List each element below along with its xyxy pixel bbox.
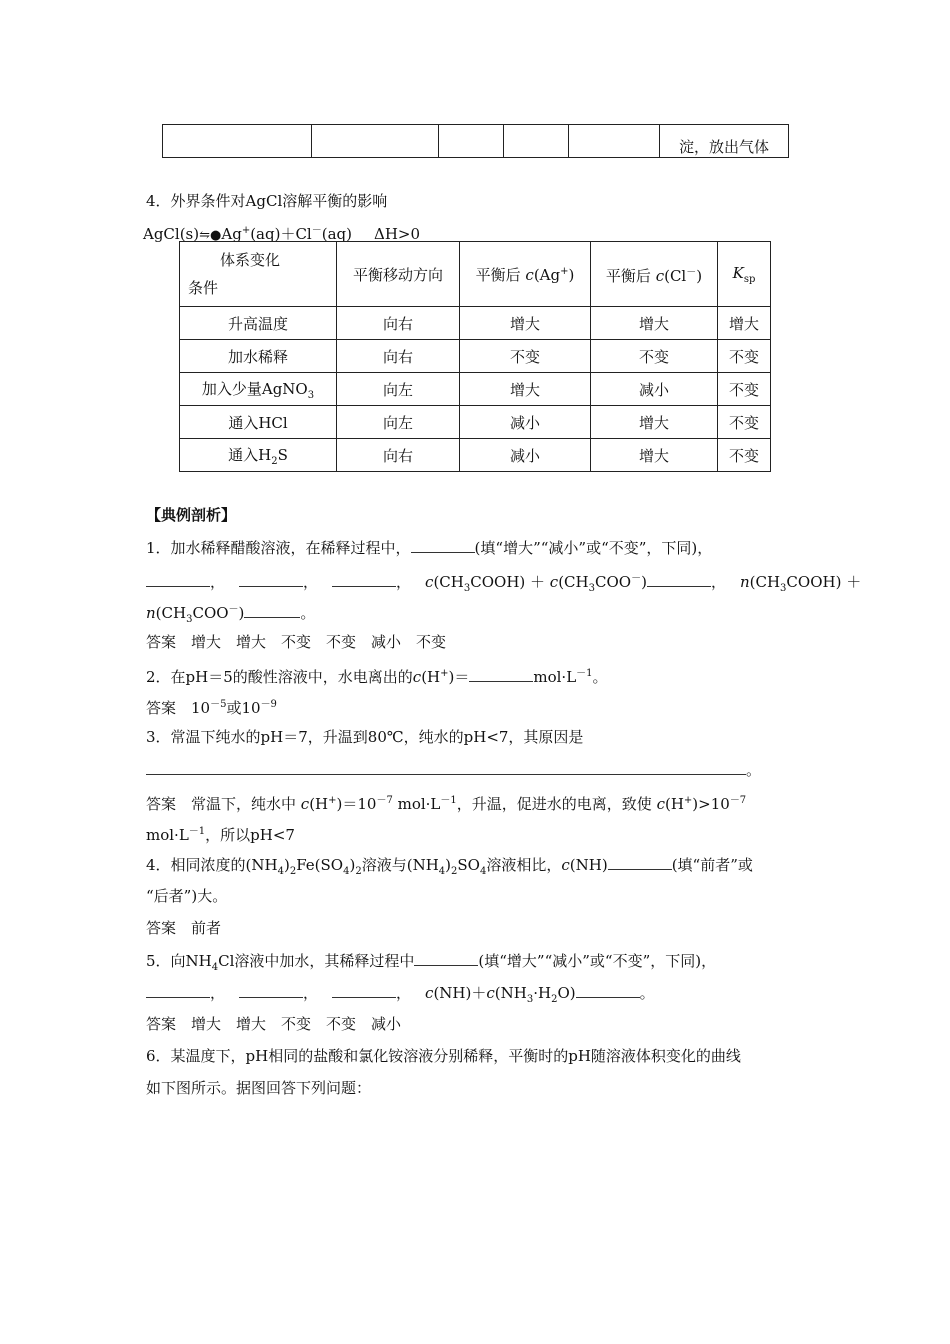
answer-blank xyxy=(332,982,396,998)
header-direction: 平衡移动方向 xyxy=(337,242,460,307)
table-row: 升高温度 向右 增大 增大 增大 xyxy=(180,307,771,340)
section-heading: 4．外界条件对AgCl溶解平衡的影响 xyxy=(146,192,388,210)
answer-blank xyxy=(647,571,711,587)
question-5-line-2: ， ， ， $c(NH)+c(NH_3\cdot H_2O)$ 。 xyxy=(146,982,655,1010)
question-5-line-1: 5．向$NH_4Cl$溶液中加水，其稀释过程中 (填“增大”“减小”或“不变”，下同)， xyxy=(146,952,717,973)
answer-5: 答案 增大 增大 不变 不变 减小 xyxy=(146,1015,402,1033)
table-row xyxy=(163,125,789,158)
table-cell: 淀，放出气体 xyxy=(660,125,789,158)
question-4-line-2: “后者”)大。 xyxy=(146,887,228,905)
header-c-ag: 平衡后 c(Ag+) xyxy=(460,242,591,307)
header-condition: 体系变化 条件 xyxy=(180,242,337,307)
answer-blank xyxy=(469,666,533,682)
delta-h: ΔH>0 xyxy=(373,225,421,243)
table-row: 加水稀释 向右 不变 不变 不变 xyxy=(180,340,771,373)
question-3: 3．常温下纯水的pH＝7，升温到80℃，纯水的pH<7，其原因是 xyxy=(146,728,584,746)
equilibrium-equation: AgCl(s)⇋●Ag+(aq)＋Cl－(aq) ΔH>0 xyxy=(143,225,421,243)
table-row: 加入少量AgNO$_3$ 向左 增大 减小 不变 xyxy=(180,373,771,406)
question-1-line-3: $n(CH_3COO^-)$ 。 xyxy=(146,604,316,625)
answer-blank xyxy=(239,982,303,998)
answer-blank xyxy=(411,537,475,553)
table-header-row xyxy=(180,242,771,307)
question-1-line-1: 1．加水稀释醋酸溶液，在稀释过程中， (填“增大”“减小”或“不变”，下同)， xyxy=(146,539,713,557)
answer-blank xyxy=(414,950,478,966)
continued-table xyxy=(162,124,789,158)
question-3-blank-line: 。 xyxy=(146,759,761,780)
header-c-cl: 平衡后 c(Cl－) xyxy=(591,242,718,307)
examples-heading: 【典例剖析】 xyxy=(146,506,237,524)
answer-blank xyxy=(332,571,396,587)
question-2: 2．在pH＝5的酸性溶液中，水电离出的$c(H^+)= mol\cdot L^{-1}$。 xyxy=(146,668,608,686)
answer-blank xyxy=(608,854,672,870)
answer-blank xyxy=(146,759,746,775)
equilibrium-arrow-icon: ⇋● xyxy=(199,228,222,243)
answer-blank xyxy=(146,571,210,587)
answer-blank xyxy=(146,982,210,998)
question-4-line-1: 4．相同浓度的$(NH_4)_2Fe(SO_4)_2$溶液与$(NH_4)_2SO_4$溶液相比，c(NH) (填“前者”或 xyxy=(146,856,753,877)
table-row: 通入$H_2S$ 向右 减小 增大 不变 xyxy=(180,439,771,472)
answer-1: 答案 增大 增大 不变 不变 减小 不变 xyxy=(146,633,447,651)
answer-blank xyxy=(239,571,303,587)
header-ksp: $K_{sp}$ xyxy=(718,242,771,307)
table-row: 通入HCl 向左 减小 增大 不变 xyxy=(180,406,771,439)
answer-4: 答案 前者 xyxy=(146,919,222,937)
answer-blank xyxy=(244,602,300,618)
question-6-line-2: 如下图所示。据图回答下列问题： xyxy=(146,1079,372,1097)
agcl-table xyxy=(179,241,771,472)
answer-3-line-1: 答案 常温下，纯水中 $c(H^+)=10^{-7}$ $mol\cdot L^{-1}$，升温，促进水的电离，致使 $c(H^+)>10^{-7}$ xyxy=(146,795,747,813)
answer-3-line-2: $mol\cdot L^{-1}$，所以pH<7 xyxy=(146,826,295,844)
answer-blank xyxy=(576,982,640,998)
question-1-line-2: ， ， ， $c(CH_3COOH) + c(CH_3COO^-)$ ， $n(CH_3COOH)$ ＋ xyxy=(146,569,861,599)
answer-2: 答案 $10^{-5}$或$10^{-9}$ xyxy=(146,699,277,717)
question-6-line-1: 6．某温度下，pH相同的盐酸和氯化铵溶液分别稀释，平衡时的pH随溶液体积变化的曲线 xyxy=(146,1047,741,1065)
